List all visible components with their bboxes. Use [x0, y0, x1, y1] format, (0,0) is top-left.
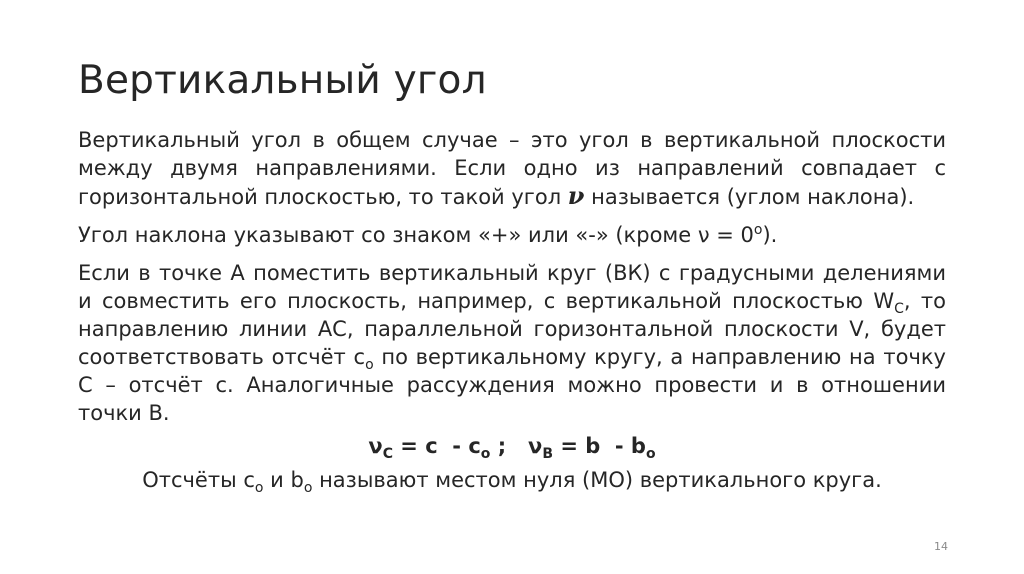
subscript-co: o	[365, 357, 374, 374]
paragraph-circle-t2: , то направлению линии АС, параллельной горизонтальной плоскости V, будет соответствовать отсчёт c	[78, 289, 946, 369]
page-number: 14	[934, 540, 948, 553]
formula-separator: ; ν	[490, 434, 543, 458]
paragraph-circle-t3: по вертикальному кругу, а направлению на точку С – отсчёт c. Аналогичные рассуждения можно провести и в отношении точки B.	[78, 345, 946, 425]
paragraph-sign	[78, 221, 946, 249]
slide-title: Вертикальный угол	[78, 58, 487, 103]
paragraph-sign-text-a: Угол наклона указывают со знаком «+» или «-» (кроме ν = 0	[78, 223, 754, 247]
formula-expr-b: = b - b	[553, 434, 646, 458]
zero-place-t1: Отсчёты c	[142, 468, 255, 492]
paragraph-definition-text-a: Вертикальный угол в общем случае – это угол в вертикальной плоскости между двумя направлениями. Если одно из направлений совпадает с горизонтальной плоскостью, то такой угол	[78, 128, 946, 209]
formula-nu-c: ν	[368, 434, 383, 458]
zero-place-sub-bo: o	[303, 480, 313, 497]
paragraph-sign-text-b: ).	[762, 223, 778, 247]
formula-sub-c: C	[382, 446, 393, 463]
zero-place-sub-co: o	[254, 480, 264, 497]
formula-sub-bo: o	[645, 446, 656, 463]
paragraph-definition-text-b: называется (углом наклона).	[584, 185, 915, 209]
zero-place-t2: и b	[263, 468, 304, 492]
formula-expr-c: = c - c	[393, 434, 481, 458]
paragraph-zero-place	[78, 465, 946, 495]
formula-sub-co: o	[480, 446, 491, 463]
degree-superscript: о	[753, 222, 763, 238]
formula	[78, 431, 946, 461]
paragraph-definition	[78, 126, 946, 211]
slide-content	[78, 126, 946, 495]
zero-place-t3: называют местом нуля (МО) вертикального круга.	[312, 468, 882, 492]
nu-symbol: ν	[567, 181, 585, 210]
formula-sub-b: B	[542, 446, 554, 463]
subscript-wc: C	[894, 301, 904, 318]
paragraph-circle-t1: Если в точке А поместить вертикальный круг (ВК) с градусными делениями и совместить его плоскость, например, с вертикальной плоскостью W	[78, 261, 946, 313]
paragraph-circle	[78, 259, 946, 427]
